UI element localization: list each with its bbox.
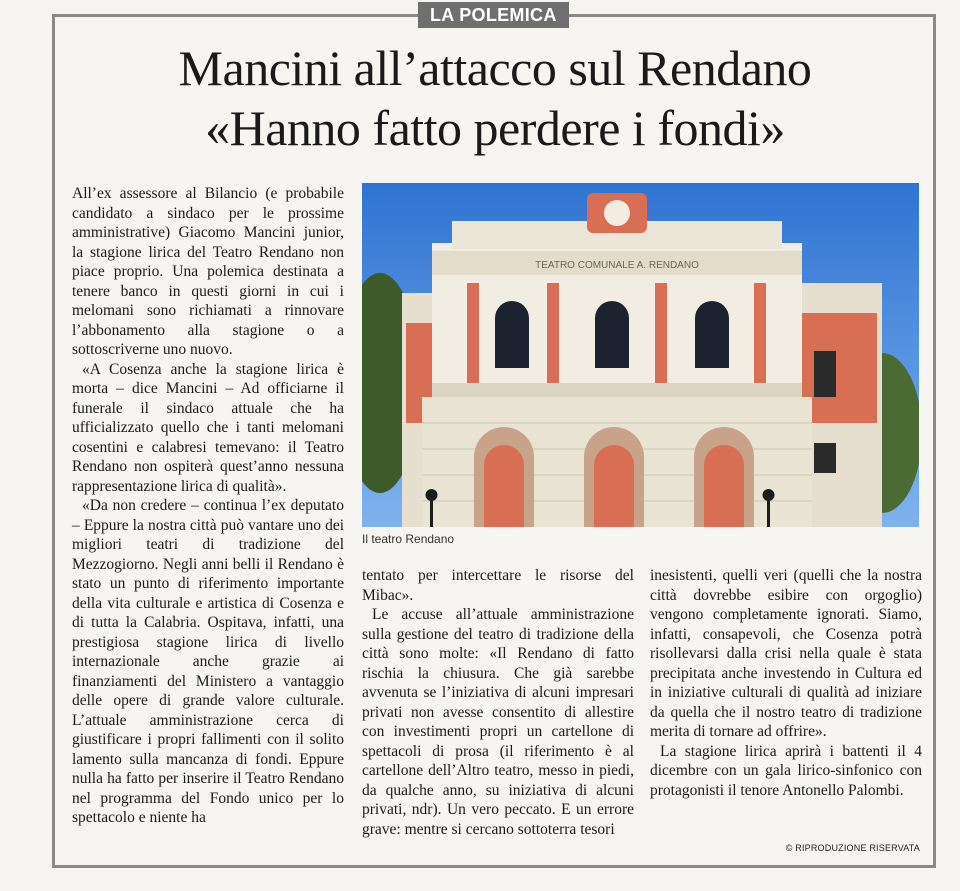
copyright-note: © RIPRODUZIONE RISERVATA	[785, 843, 920, 853]
article-column-2	[362, 566, 634, 839]
paragraph: La stagione lirica aprirà i battenti il 4 dicembre con un gala lirico-sinfonico con protagonisti il tenore Antonello Palombi.	[650, 742, 922, 799]
section-kicker: LA POLEMICA	[418, 2, 569, 28]
theatre-photo	[362, 183, 919, 527]
paragraph: All’ex assessore al Bilancio (e probabile candidato a sindaco per le prossime amministrative) Giacomo Mancini junior, la stagione lirica del Teatro Rendano non piace proprio. Una polemica destinata a tenere banco in questi giorni in cui i melomani sono richiamati a rinnovare l’abbonamento alla stagione o a sottoscriverne uno nuovo.	[72, 185, 344, 358]
headline-line-1: Mancini all’attacco sul Rendano	[178, 40, 812, 96]
photo-caption: Il teatro Rendano	[362, 532, 455, 546]
paragraph: inesistenti, quelli veri (quelli che la nostra città dovrebbe esibire con orgoglio) vengono completamente ignorati. Siamo, infatti, consapevoli, che Cosenza potrà risollevarsi dalla crisi nella quale è stata precipitata anche investendo in Cultura ed in iniziative culturali di qualità ad iniziare da quella che il nostro teatro di tradizione merita di tornare ad offrire».	[650, 567, 922, 740]
theatre-illustration	[362, 183, 919, 527]
paragraph: «A Cosenza anche la stagione lirica è morta – dice Mancini – Ad officiarne il funerale il sindaco attuale che ha ufficializzato quello che i tanti melomani cosentini e calabresi temevano: il Teatro Rendano non ospiterà quest’anno nessuna rappresentazione lirica di qualità».	[72, 360, 344, 495]
article-column-1	[72, 184, 344, 828]
article-column-3	[650, 566, 922, 800]
paragraph: «Da non credere – continua l’ex deputato – Eppure la nostra città può vantare uno dei migliori teatri di tradizione del Mezzogiorno. Negli anni belli il Rendano è stato un punto di riferimento importante della vita culturale e artistica di Cosenza e di tutta la Calabria. Ospitava, infatti, una prestigiosa stagione lirica di livello internazionale anche grazie ai finanziamenti del Ministero a vantaggio delle opere di grande valore culturale. L’attuale amministrazione cerca di giustificare i propri fallimenti con il solito lamento sulla mancanza di fondi. Eppure nulla ha fatto per inserire il Teatro Rendano nel programma del Fondo unico per lo spettacolo e niente ha	[72, 497, 344, 826]
paragraph: Le accuse all’attuale amministrazione sulla gestione del teatro di tradizione della città sono molte: «Il Rendano di fatto rischia la chiusura. Che già sarebbe avvenuta se l’iniziativa di alcuni impresari privati non avesse consentito di allestire con investimenti propri un cartellone di spettacoli di prosa (il riferimento è al cartellone dell’Altro teatro, messo in piedi, da qualche anno, su iniziativa di alcuni privati, ndr). Un vero peccato. E un errore grave: mentre si cercano sottoterra tesori	[362, 606, 634, 838]
headline	[60, 38, 930, 158]
paragraph: tentato per intercettare le risorse del Mibac».	[362, 567, 634, 604]
headline-line-2: «Hanno fatto perdere i fondi»	[205, 100, 785, 156]
theatre-sign: TEATRO COMUNALE A. RENDANO	[535, 260, 699, 271]
